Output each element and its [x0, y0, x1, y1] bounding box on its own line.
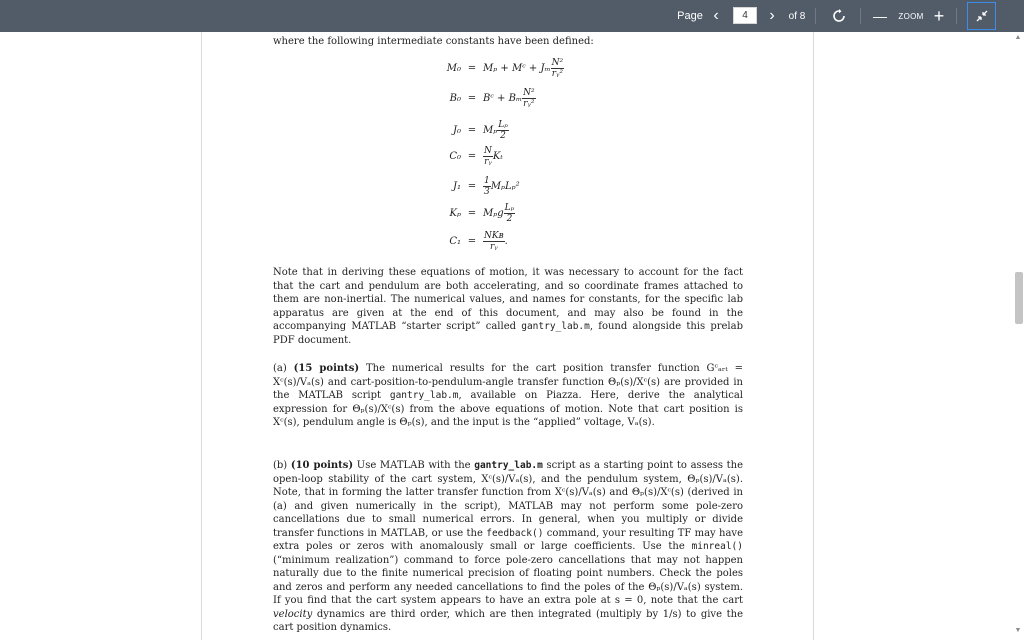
- fraction-denominator: rᵧ: [484, 157, 492, 167]
- fraction-numerator: N²: [523, 88, 535, 98]
- toolbar-divider: [860, 8, 861, 24]
- pdf-toolbar: [0, 0, 1024, 32]
- code-command: feedback(): [486, 527, 544, 539]
- next-page-button[interactable]: ›: [769, 7, 775, 24]
- equation-c1: [435, 231, 595, 252]
- fraction: [504, 203, 516, 224]
- equation-b0: [435, 88, 595, 109]
- paragraph-part-a: [273, 362, 743, 430]
- equation-term: .: [504, 236, 508, 247]
- fraction: [551, 58, 564, 79]
- equation-rhs: [483, 231, 508, 252]
- zoom-out-button[interactable]: —: [873, 8, 887, 24]
- equation-term: Mₚg: [483, 208, 504, 219]
- equation-m0: [435, 58, 595, 79]
- equation-lhs: J₀: [452, 125, 461, 136]
- equation-term: Mₚ + Mᶜ + Jₘ: [483, 63, 551, 74]
- toolbar-divider: [956, 8, 957, 24]
- fraction: [483, 231, 505, 252]
- equation-rhs: [483, 120, 509, 141]
- equation-lhs: Kₚ: [449, 208, 461, 219]
- fraction-numerator: 1: [484, 176, 490, 186]
- equation-equals: =: [467, 125, 477, 136]
- prev-page-button[interactable]: ‹: [713, 7, 719, 24]
- paragraph-text: Note that in deriving these equations of motion, it was necessary to account for the fact that the cart and pendulum are both accelerating, and so coordinate frames attached to them are non-inertial. The numerical values, and names for constants, for the specific lab apparatus are given at the end of this document, and may also be found in the accompanying MATLAB “starter script” called: [273, 267, 743, 332]
- equation-term: Kₜ: [492, 151, 503, 162]
- intro-text: where the following intermediate constants have been defined:: [273, 36, 594, 47]
- equation-c0: [435, 146, 595, 167]
- code-filename: gantry_lab.m: [521, 321, 590, 332]
- paragraph-text: command, your resulting TF may have extra poles or zeros with anomalously small or large coefficients. Use the: [273, 527, 743, 552]
- code-filename: gantry_lab.m: [389, 390, 459, 401]
- fraction-denominator: rᵧ²: [551, 69, 564, 79]
- paragraph-text: script as a starting point to assess the open-loop stability of the cart system, Xᶜ(s)/Vₐ(s), and the pendulum system, Θₚ(s)/Vₐ(s). Note, that in forming the latter transfer function from Xᶜ(s)/Vₐ(s) and Θₚ(s)/Xᶜ(s) (derived in (a) and given numerically in the script), MATLAB may not perform some pole-zero cancellations due to small numerical errors. In general, when you multiply or divide transfer functions in MATLAB, or use the: [273, 460, 743, 539]
- equation-equals: =: [467, 63, 477, 74]
- fraction-denominator: rᵧ: [489, 242, 498, 252]
- fraction-denominator: 2: [506, 214, 513, 224]
- paragraph-text: , available on Piazza. Here, derive the analytical expression for Θₚ(s)/Xᶜ(s) from the above equations of motion. Note that cart position is Xᶜ(s), pendulum angle is Θₚ(s), and the input is the “applied” voltage, Vₐ(s).: [273, 390, 743, 428]
- equation-term: MₚLₚ²: [490, 181, 520, 192]
- paragraph-text: The numerical results for the cart position transfer function Gᶜₐᵣₜ = Xᶜ(s)/Vₐ(s) and cart-position-to-pendulum-angle transfer function Θₚ(s)/Xᶜ(s) are provided in the MATLAB script: [273, 363, 743, 401]
- page-edge: [813, 32, 814, 640]
- equation-lhs: B₀: [449, 93, 461, 104]
- fraction-numerator: N²: [551, 58, 564, 68]
- equation-equals: =: [467, 151, 477, 162]
- equation-kp: [435, 203, 595, 224]
- equation-term: Bᶜ + Bₘ: [483, 93, 523, 104]
- paragraph-part-b: [273, 459, 743, 635]
- equation-term: Mₚ: [483, 125, 498, 136]
- scrollbar-thumb[interactable]: [1015, 272, 1023, 324]
- fraction: [483, 146, 493, 167]
- page-label: Page: [677, 10, 703, 22]
- fraction: [483, 176, 491, 197]
- page-count: of 8: [788, 10, 806, 22]
- equation-j0: [435, 120, 595, 141]
- fraction: [497, 120, 509, 141]
- rotate-icon: [832, 9, 846, 23]
- part-label: (b): [273, 460, 288, 471]
- paragraph-text: dynamics are third order, which are then integrated (multiply by 1/s) to give the cart position dynamics.: [273, 608, 743, 633]
- fraction-numerator: Lₚ: [504, 203, 515, 213]
- fraction-denominator: 3: [484, 187, 490, 197]
- scroll-up-arrow-icon[interactable]: ▲: [1014, 34, 1022, 41]
- equation-j1: [435, 176, 595, 197]
- equation-lhs: J₁: [452, 181, 461, 192]
- fraction-denominator: rᵧ²: [523, 99, 535, 109]
- fraction: [522, 88, 535, 109]
- part-label: (a): [273, 363, 287, 374]
- paragraph-text: Use MATLAB with the: [353, 460, 475, 471]
- paragraph-text: , found alongside this prelab PDF document.: [273, 321, 743, 346]
- fraction-denominator: 2: [500, 131, 506, 141]
- fraction-numerator: NKʙ: [484, 231, 504, 241]
- page-edge: [201, 32, 202, 640]
- emphasis-text: velocity: [273, 608, 313, 620]
- code-command: minreal(): [691, 541, 743, 552]
- scroll-down-arrow-icon[interactable]: ▼: [1014, 627, 1022, 634]
- equation-lhs: C₀: [449, 151, 461, 162]
- rotate-button[interactable]: [828, 0, 850, 32]
- exit-fullscreen-button[interactable]: [967, 2, 996, 30]
- page-number-input[interactable]: [733, 7, 757, 24]
- points-label: (10 points): [290, 460, 354, 471]
- equation-rhs: [483, 203, 515, 224]
- paragraph-text: (“minimum realization”) command to force pole-zero cancellations that may not happen naturally due to the finite numerical precision of floating point numbers. Check the poles and zeros and perform any needed cancellations to find the poles of the Θₚ(s)/Vₐ(s) system. If you find that the cart system appears to have an extra pole at s = 0, note that the cart: [273, 554, 743, 606]
- code-filename: gantry_lab.m: [474, 460, 543, 471]
- fraction-numerator: Lₚ: [498, 120, 508, 130]
- equation-equals: =: [467, 93, 477, 104]
- zoom-in-button[interactable]: +: [933, 5, 945, 26]
- equation-lhs: M₀: [446, 63, 461, 74]
- points-label: (15 points): [293, 363, 360, 374]
- equation-lhs: C₁: [449, 236, 461, 247]
- toolbar-divider: [815, 8, 816, 24]
- equation-rhs: [483, 88, 536, 109]
- paragraph-note: [273, 266, 743, 347]
- equation-rhs: [483, 58, 564, 79]
- equation-rhs: [483, 146, 503, 167]
- equation-rhs: [483, 176, 520, 197]
- zoom-label: ZOOM: [898, 11, 924, 21]
- equation-equals: =: [467, 208, 477, 219]
- equation-equals: =: [467, 236, 477, 247]
- collapse-icon: [975, 9, 989, 23]
- equation-equals: =: [467, 181, 477, 192]
- fraction-numerator: N: [484, 146, 492, 156]
